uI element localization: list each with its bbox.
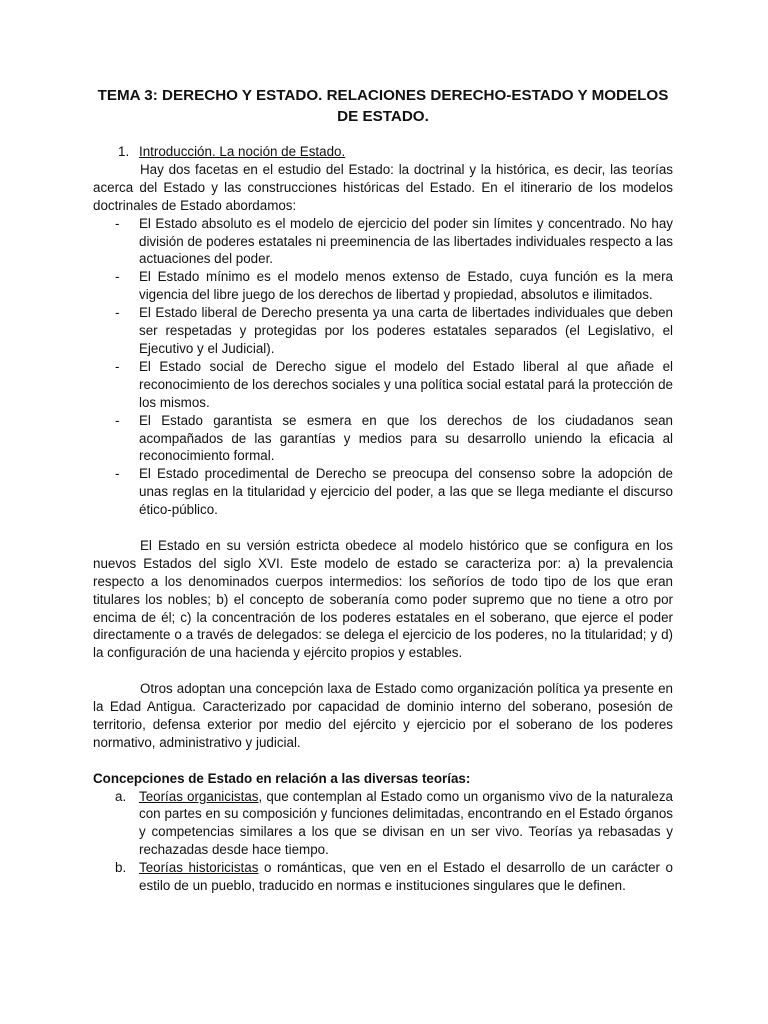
list-marker: a. bbox=[115, 788, 127, 804]
list-item-text: El Estado procedimental de Derecho se preocupa del consenso sobre la adopción de unas reglas en la titularidad y ejercicio del poder, a las que se llega mediante el discurso ético-público. bbox=[139, 466, 673, 518]
list-item-text: El Estado mínimo es el modelo menos extenso de Estado, cuya función es la mera vigencia del libre juego de los derechos de libertad y propiedad, absolutos e ilimitados. bbox=[139, 269, 673, 303]
list-dash: - bbox=[115, 305, 120, 321]
list-dash: - bbox=[115, 269, 120, 285]
document-page bbox=[93, 86, 673, 895]
list-item-text: El Estado liberal de Derecho presenta ya una carta de libertades individuales que deben ser respetadas y protegidas por los poderes estatales separados (el Legislativo, el Ejecutivo y el Judicial). bbox=[139, 305, 673, 356]
theories-list bbox=[93, 788, 673, 895]
list-item-text: El Estado absoluto es el modelo de ejercicio del poder sin límites y concentrado. No hay división de poderes estatales ni preeminencia de las libertades individuales respecto a las actuaciones del poder. bbox=[139, 215, 673, 267]
list-dash: - bbox=[115, 412, 120, 428]
theory-text: , que contemplan al Estado como un organismo vivo de la naturaleza con partes en su composición y funciones delimitadas, encontrando en el Estado órganos y competencias similares a los que se divisan en un ser vivo. Teorías ya rebasadas y rechazadas desde hace tiempo. bbox=[139, 788, 673, 858]
theory-term: Teorías historicistas bbox=[139, 860, 259, 876]
section-number: 1. bbox=[118, 144, 130, 159]
list-item bbox=[93, 859, 673, 895]
conceptions-heading: Concepciones de Estado en relación a las diversas teorías: bbox=[93, 770, 471, 786]
list-item-text: El Estado social de Derecho sigue el modelo del Estado liberal al que añade el reconocimiento de los derechos sociales y una política social estatal pará la protección de los mismos. bbox=[139, 358, 673, 410]
list-item bbox=[93, 465, 673, 519]
list-dash: - bbox=[115, 466, 120, 482]
list-item bbox=[93, 268, 673, 304]
list-marker: b. bbox=[115, 860, 127, 876]
document-title: TEMA 3: DERECHO Y ESTADO. RELACIONES DERECHO-ESTADO Y MODELOS DE ESTADO. bbox=[97, 87, 669, 125]
list-item-text: El Estado garantista se esmera en que los derechos de los ciudadanos sean acompañados de las garantías y medios para su desarrollo uniendo la eficacia al reconocimiento formal. bbox=[139, 412, 673, 464]
state-models-list bbox=[93, 215, 673, 519]
theory-text: o románticas, que ven en el Estado el desarrollo de un carácter o estilo de un pueblo, traducido en normas e instituciones singulares que le definen. bbox=[139, 860, 673, 894]
list-item bbox=[93, 215, 673, 269]
list-item bbox=[93, 412, 673, 466]
lax-state-paragraph: Otros adoptan una concepción laxa de Estado como organización política ya presente en la Edad Antigua. Caracterizado por capacidad de dominio interno del soberano, posesión de territorio, defensa exterior por medio del ejército y ejercicio por el soberano de los poderes normativo, administrativo y judicial. bbox=[93, 681, 673, 750]
list-item bbox=[93, 304, 673, 358]
list-item bbox=[93, 788, 673, 860]
intro-paragraph: Hay dos facetas en el estudio del Estado: la doctrinal y la histórica, es decir, las teorías acerca del Estado y las construcciones históricas del Estado. En el itinerario de los modelos doctrinales de Estado abordamos: bbox=[93, 161, 673, 213]
list-item bbox=[93, 358, 673, 412]
strict-state-paragraph: El Estado en su versión estricta obedece al modelo histórico que se configura en los nuevos Estados del siglo XVI. Este modelo de estado se caracteriza por: a) la prevalencia respecto a los denominados cuerpos intermedios: los señoríos de todo tipo de los que eran titulares los nobles; b) el concepto de soberanía como poder supremo que no tiene a otro por encima de él; c) la concentración de los poderes estatales en el soberano, que ejerce el poder directamente o a través de delegados: se delega el ejercicio de los poderes, no la titularidad; y d) la configuración de una hacienda y ejército propios y estables. bbox=[93, 537, 673, 661]
section-title: Introducción. La noción de Estado. bbox=[139, 144, 346, 159]
list-dash: - bbox=[115, 358, 120, 374]
section-heading bbox=[118, 143, 673, 161]
list-dash: - bbox=[115, 215, 120, 231]
theory-term: Teorías organicistas bbox=[139, 788, 259, 804]
